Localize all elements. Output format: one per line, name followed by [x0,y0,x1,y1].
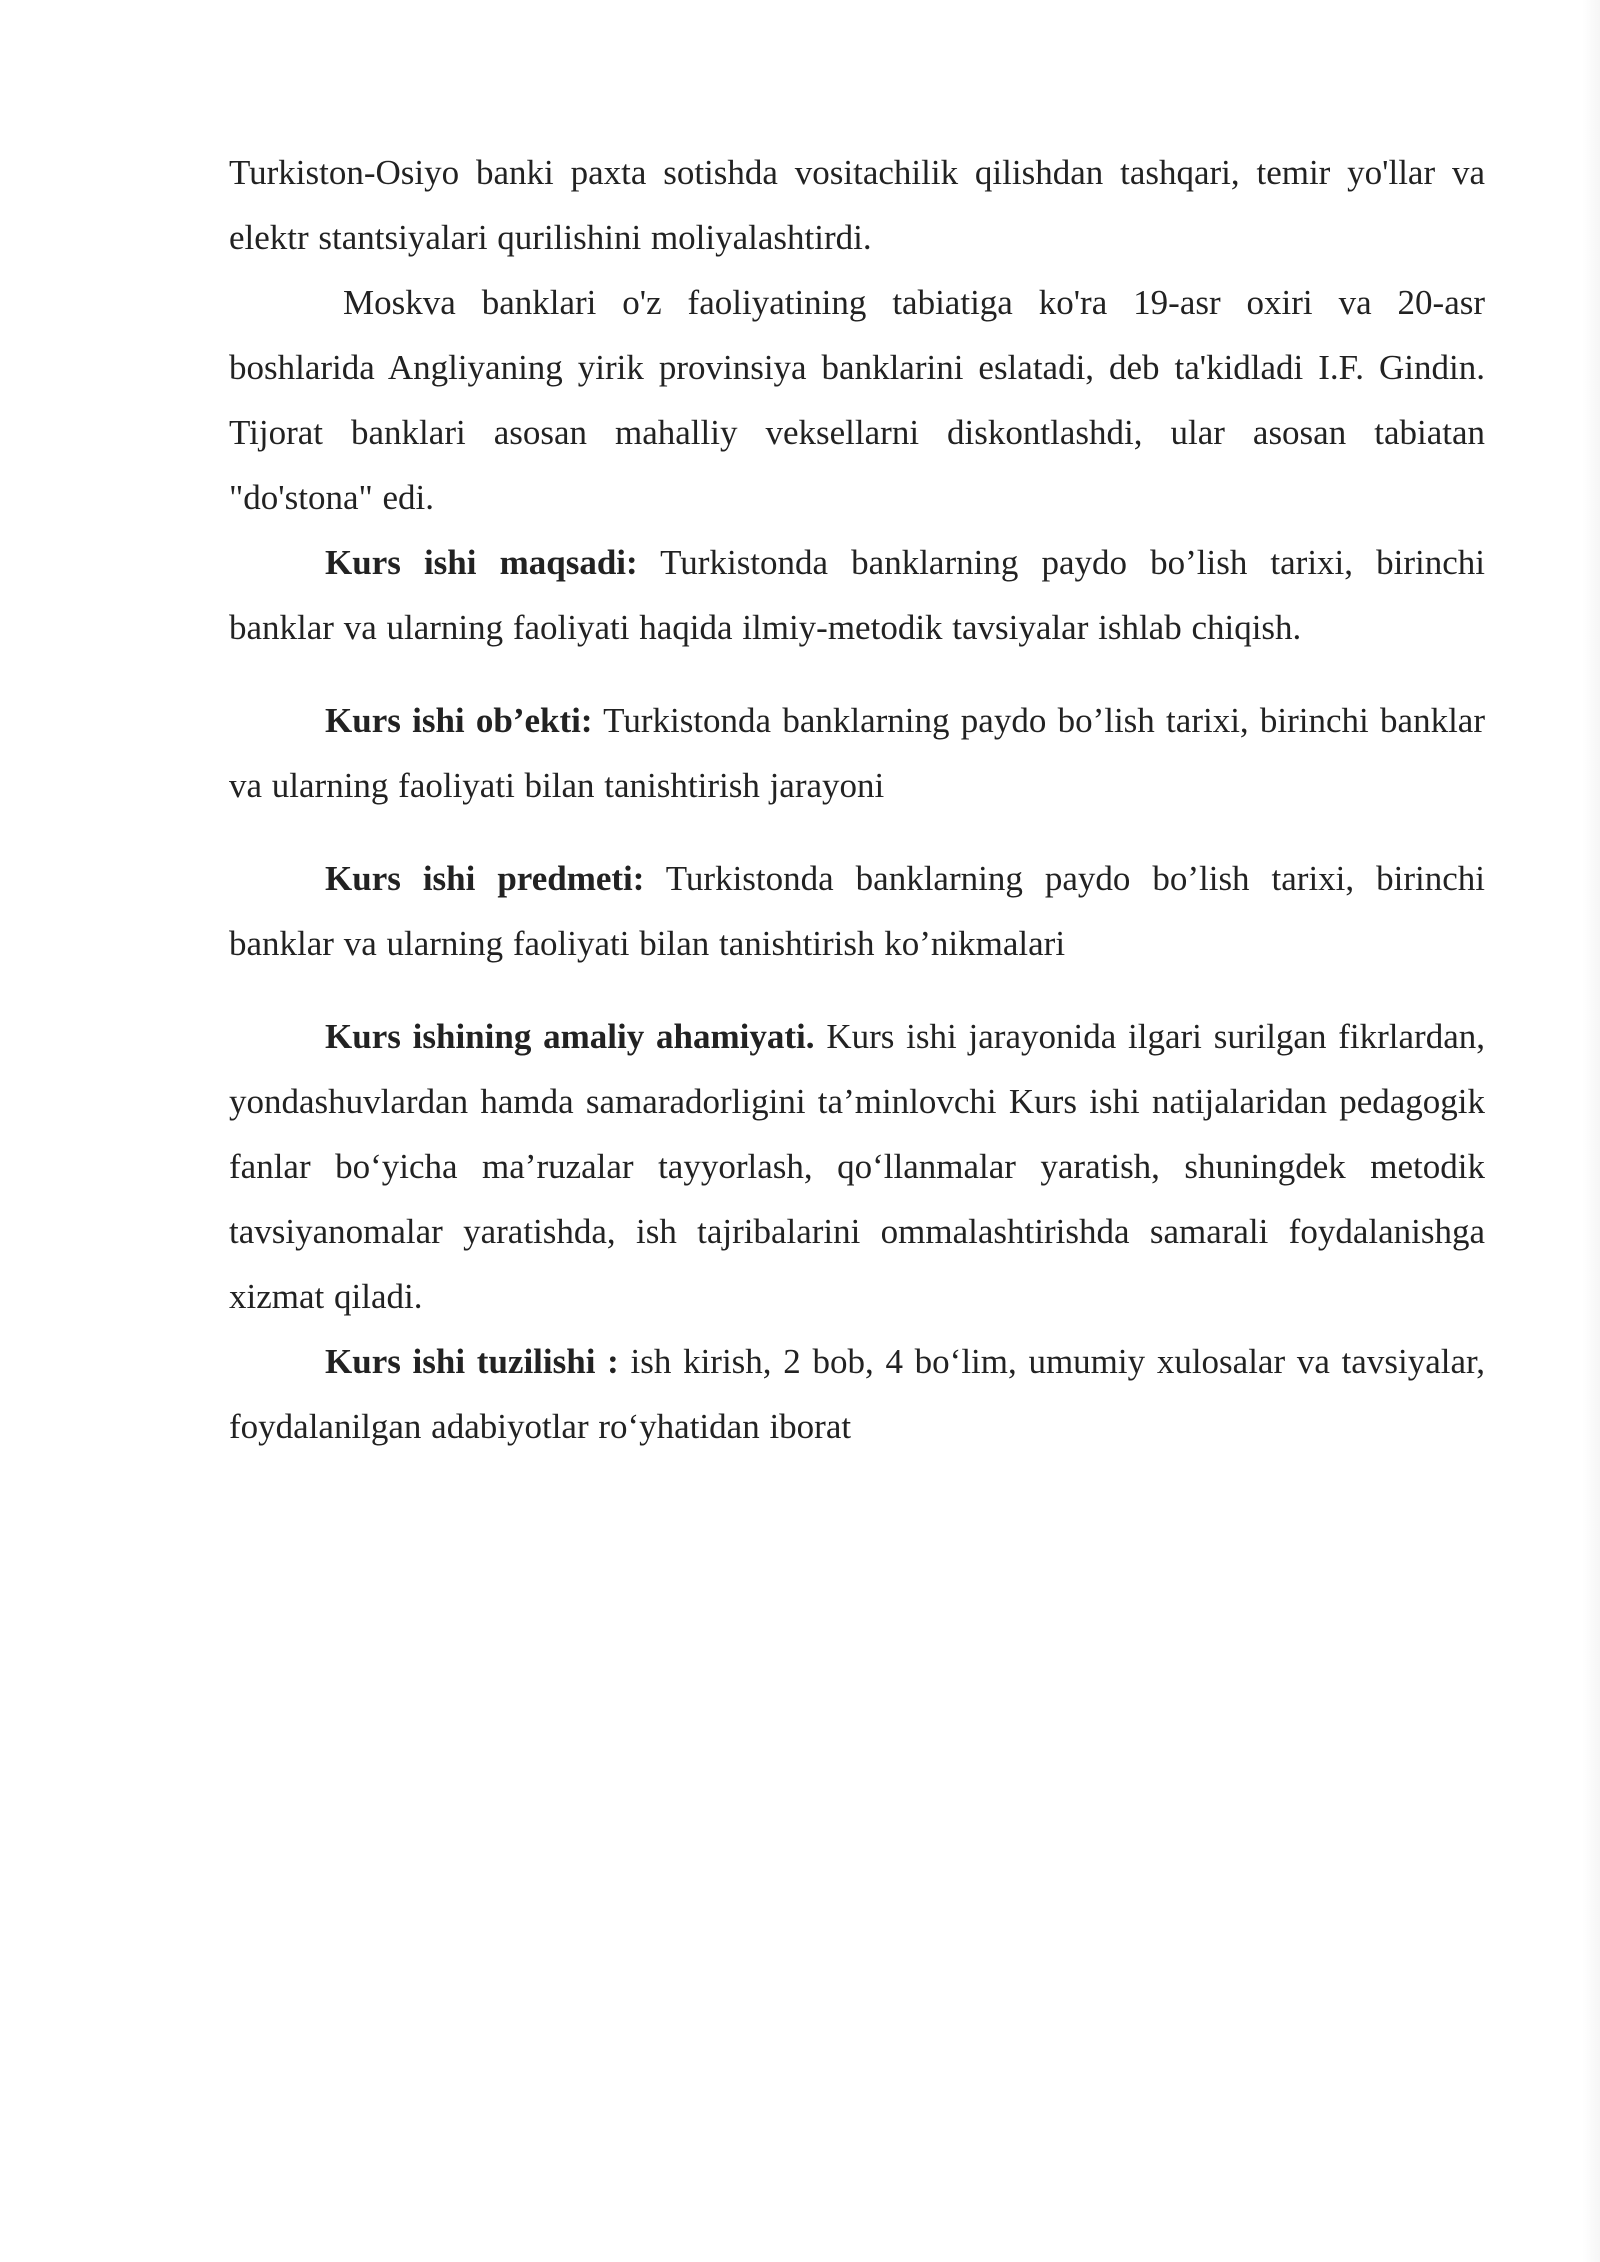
paragraph-kurs-obekti [229,688,1485,818]
paragraph-lead-heading: Kurs ishining amaliy ahamiyati. [325,1017,815,1056]
paragraph-text: Turkistonda banklarning paydo bo’lish tarixi, birinchi banklar va ularning faoliyati bilan tanishtirish ko’nikmalari [229,859,1485,963]
paragraph-text: Moskva banklari o'z faoliyatining tabiatiga ko'ra 19-asr oxiri va 20-asr boshlarida Angliyaning yirik provinsiya banklarini eslatadi, deb ta'kidladi I.F. Gindin. Tijorat banklari asosan mahalliy veksellarni diskontlashdi, ular asosan tabiatan "do'stona" edi. [229,283,1485,517]
paragraph-text: Turkistonda banklarning paydo bo’lish tarixi, birinchi banklar va ularning faoliyati haqida ilmiy-metodik tavsiyalar ishlab chiqish. [229,543,1486,647]
paragraph-lead-heading: Kurs ishi tuzilishi : [325,1342,619,1381]
paragraph-text: Turkistonda banklarning paydo bo’lish tarixi, birinchi banklar va ularning faoliyati bilan tanishtirish jarayoni [229,701,1485,805]
paragraph-text: ish kirish, 2 bob, 4 bo‘lim, umumiy xulosalar va tavsiyalar, foydalanilgan adabiyotlar ro‘yhatidan iborat [229,1342,1485,1446]
paragraph-amaliy-ahamiyati [229,1004,1485,1329]
paragraph-lead-heading: Kurs ishi ob’ekti: [325,701,593,740]
paragraph-text: Kurs ishi jarayonida ilgari surilgan fikrlardan, yondashuvlardan hamda samaradorligini ta’minlovchi Kurs ishi natijalaridan pedagogik fanlar bo‘yicha ma’ruzalar tayyorlash, qo‘llanmalar yaratish, shuningdek metodik tavsiyanomalar yaratishda, ish tajribalarini ommalashtirishda samarali foydalanishga xizmat qiladi. [229,1017,1485,1316]
paragraph-kurs-tuzilishi [229,1329,1485,1459]
paragraph-lead-heading: Kurs ishi predmeti: [325,859,645,898]
paragraph-turkiston-osiyo-bank [229,140,1485,270]
paragraph-text: Turkiston-Osiyo banki paxta sotishda vositachilik qilishdan tashqari, temir yo'llar va elektr stantsiyalari qurilishini moliyalashtirdi. [229,153,1485,257]
paragraph-moskva-banks [229,270,1485,530]
paragraph-kurs-maqsadi [229,530,1485,660]
paragraph-lead-heading: Kurs ishi maqsadi: [325,543,638,582]
document-body [229,140,1485,1459]
page-edge-shadow [1582,0,1600,2262]
paragraph-kurs-predmeti [229,846,1485,976]
